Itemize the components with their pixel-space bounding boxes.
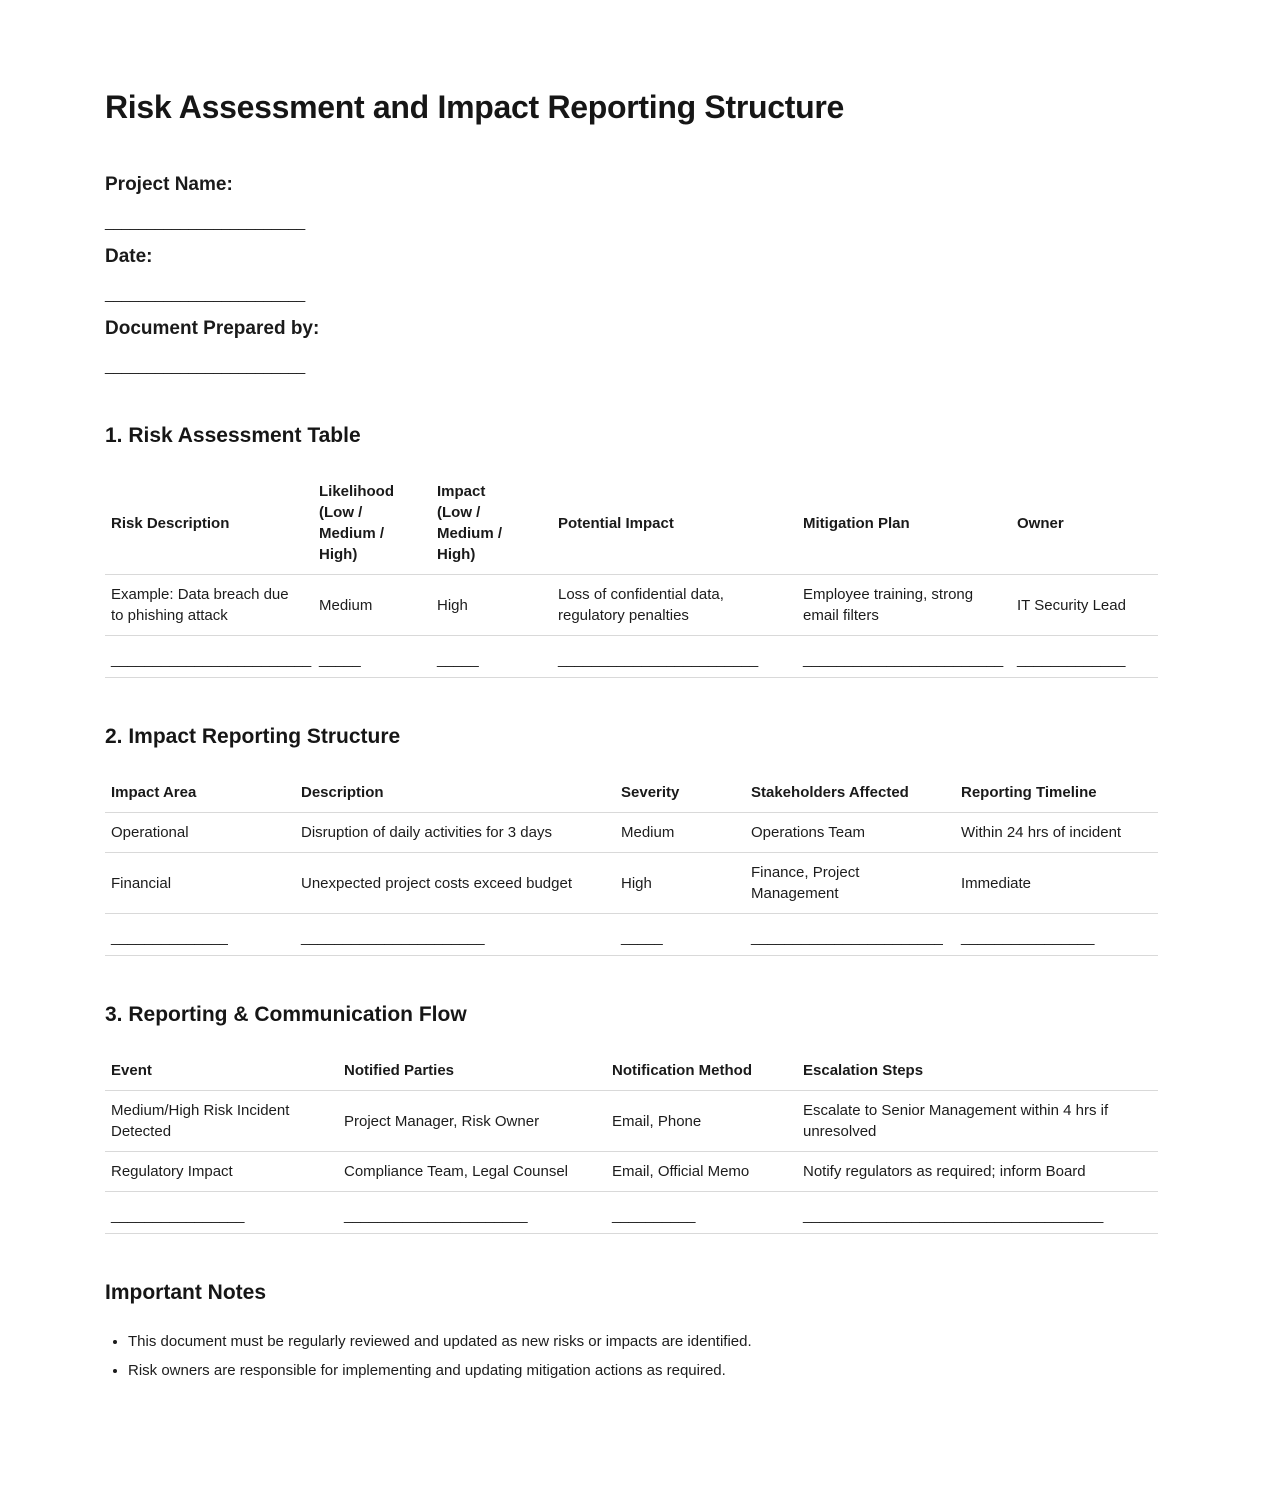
notes-list [105,1331,1158,1381]
column-header-potential-impact: Potential Impact [552,472,797,575]
blank-cell: _______________________ [745,914,955,956]
page-title: Risk Assessment and Impact Reporting Structure [105,89,844,125]
prepared-by-blank-line: ________________________ [105,358,306,375]
section-risk-assessment [105,423,1158,678]
blank-cell: ______________ [105,914,295,956]
blank-cell: ______________________ [295,914,615,956]
column-header-risk-description: Risk Description [105,472,313,575]
risk-assessment-table [105,472,1158,678]
column-header-likelihood: Likelihood (Low / Medium / High) [313,472,431,575]
cell-impact-area: Operational [105,813,295,853]
cell-reporting-timeline: Within 24 hrs of incident [955,813,1158,853]
flow-table-header-row [105,1051,1158,1091]
impact-reporting-heading: 2. Impact Reporting Structure [105,725,401,748]
cell-owner: IT Security Lead [1011,575,1158,636]
blank-cell: ______________________ [338,1192,606,1234]
risk-assessment-heading: 1. Risk Assessment Table [105,424,361,447]
communication-flow-heading: 3. Reporting & Communication Flow [105,1003,467,1026]
note-item: • This document must be regularly reviewed and updated as new risks or impacts are identified. [128,1331,1158,1352]
column-header-notified-parties: Notified Parties [338,1051,606,1091]
impact-table-row-financial [105,853,1158,914]
risk-table-header-row [105,472,1158,575]
risk-table-blank-row [105,636,1158,678]
cell-escalation-steps: Notify regulators as required; inform Board [797,1152,1158,1192]
cell-notification-method: Email, Official Memo [606,1152,797,1192]
form-field-date [105,244,1158,305]
cell-impact: High [431,575,552,636]
communication-flow-table [105,1051,1158,1234]
section-communication-flow [105,1002,1158,1234]
important-notes-heading: Important Notes [105,1281,267,1304]
cell-event: Regulatory Impact [105,1152,338,1192]
column-header-stakeholders: Stakeholders Affected [745,773,955,813]
cell-escalation-steps: Escalate to Senior Management within 4 hrs if unresolved [797,1091,1158,1152]
form-field-prepared-by [105,316,1158,377]
flow-table-row-incident [105,1091,1158,1152]
cell-impact-area: Financial [105,853,295,914]
blank-cell: ________________________ [552,636,797,678]
risk-table-example-row [105,575,1158,636]
flow-table-blank-row [105,1192,1158,1234]
cell-potential-impact: Loss of confidential data, regulatory penalties [552,575,797,636]
blank-cell: __________ [606,1192,797,1234]
cell-reporting-timeline: Immediate [955,853,1158,914]
blank-cell: ________________ [105,1192,338,1234]
impact-table-row-operational [105,813,1158,853]
cell-notified-parties: Project Manager, Risk Owner [338,1091,606,1152]
cell-mitigation-plan: Employee training, strong email filters [797,575,1011,636]
date-label: Date: [105,246,153,267]
cell-stakeholders: Operations Team [745,813,955,853]
cell-stakeholders: Finance, Project Management [745,853,955,914]
section-impact-reporting [105,724,1158,956]
project-name-blank-line: ________________________ [105,214,306,231]
cell-description: Unexpected project costs exceed budget [295,853,615,914]
cell-description: Disruption of daily activities for 3 days [295,813,615,853]
blank-cell: ____________________________________ [797,1192,1158,1234]
cell-severity: Medium [615,813,745,853]
cell-event: Medium/High Risk Incident Detected [105,1091,338,1152]
section-important-notes [105,1280,1158,1381]
blank-cell: ________________________ [797,636,1011,678]
blank-cell: _____________ [1011,636,1158,678]
cell-likelihood: Medium [313,575,431,636]
project-name-label: Project Name: [105,174,233,195]
cell-risk-description: Example: Data breach due to phishing attack [105,575,313,636]
cell-notification-method: Email, Phone [606,1091,797,1152]
column-header-notification-method: Notification Method [606,1051,797,1091]
note-item: • Risk owners are responsible for implementing and updating mitigation actions as required. [128,1360,1158,1381]
impact-table-blank-row [105,914,1158,956]
date-blank-line: ________________________ [105,286,306,303]
column-header-event: Event [105,1051,338,1091]
form-field-project-name [105,172,1158,233]
blank-cell: _____ [615,914,745,956]
impact-table-header-row [105,773,1158,813]
impact-reporting-table [105,773,1158,956]
column-header-reporting-timeline: Reporting Timeline [955,773,1158,813]
column-header-owner: Owner [1011,472,1158,575]
column-header-description: Description [295,773,615,813]
flow-table-row-regulatory [105,1152,1158,1192]
blank-cell: ________________________ [105,636,313,678]
blank-cell: _____ [431,636,552,678]
column-header-escalation-steps: Escalation Steps [797,1051,1158,1091]
blank-cell: _____ [313,636,431,678]
cell-notified-parties: Compliance Team, Legal Counsel [338,1152,606,1192]
column-header-impact: Impact (Low / Medium / High) [431,472,552,575]
column-header-impact-area: Impact Area [105,773,295,813]
column-header-severity: Severity [615,773,745,813]
cell-severity: High [615,853,745,914]
prepared-by-label: Document Prepared by: [105,318,320,339]
column-header-mitigation-plan: Mitigation Plan [797,472,1011,575]
blank-cell: ________________ [955,914,1158,956]
